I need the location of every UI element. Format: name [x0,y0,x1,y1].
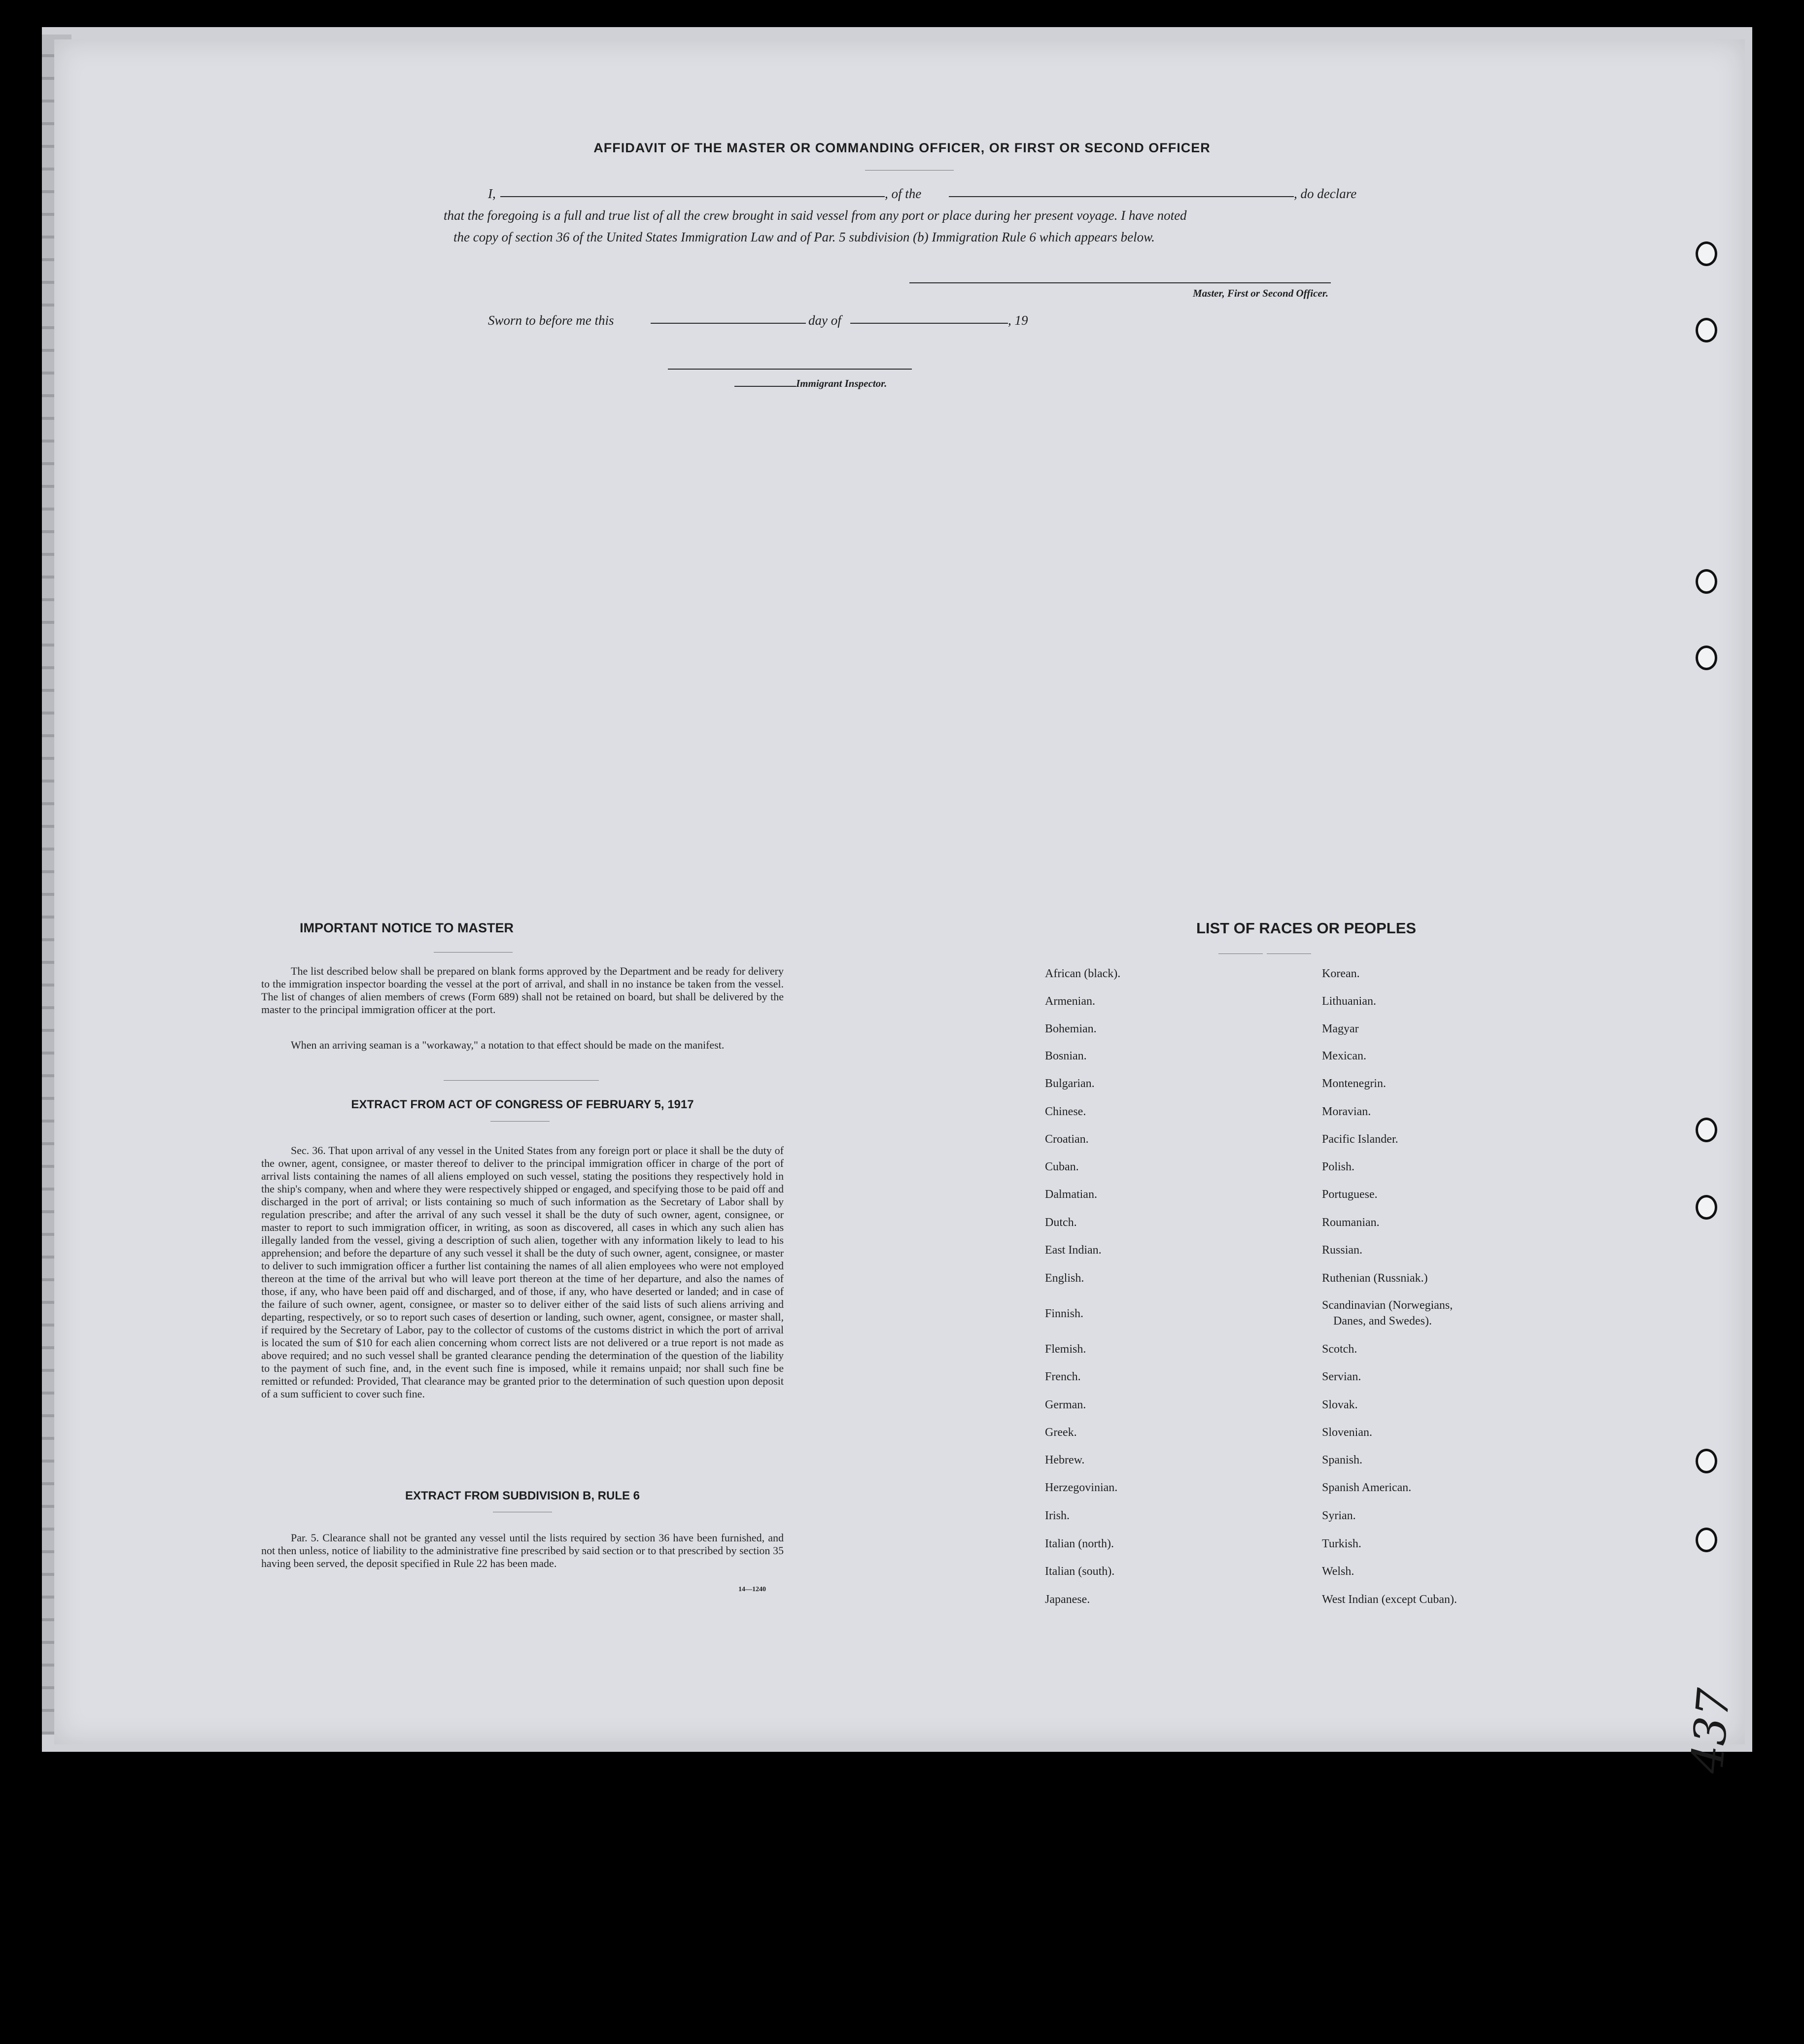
notice-paragraph-2: When an arriving seaman is a "workaway," a notation to that effect should be made on the manifest. [291,1039,725,1051]
vessel-blank[interactable] [949,196,1294,197]
race-item: Cuban. [1045,1160,1079,1173]
race-item: Spanish American. [1322,1481,1412,1494]
race-item: Slovenian. [1322,1426,1372,1439]
race-item: Montenegrin. [1322,1077,1386,1090]
form-code: 14—1240 [738,1586,766,1593]
race-item: Lithuanian. [1322,995,1376,1008]
race-item: Roumanian. [1322,1216,1380,1229]
affidavit-line-2: that the foregoing is a full and true list of all the crew brought in said vessel from any port or place during her present voyage. I have noted [444,208,1187,223]
race-item: Flemish. [1045,1343,1086,1356]
extract-rule-title: EXTRACT FROM SUBDIVISION B, RULE 6 [405,1489,640,1502]
race-item: Greek. [1045,1426,1077,1439]
race-item: Finnish. [1045,1307,1084,1320]
sworn-date-blank[interactable] [651,323,806,324]
race-item: French. [1045,1370,1081,1383]
race-item: Moravian. [1322,1105,1371,1118]
race-item: Armenian. [1045,995,1095,1008]
race-item: Scandinavian (Norwegians, [1322,1299,1453,1312]
race-item: Ruthenian (Russniak.) [1322,1272,1428,1285]
race-item: Welsh. [1322,1565,1354,1578]
race-item: East Indian. [1045,1244,1102,1257]
race-item: Slovak. [1322,1398,1358,1411]
punch-hole-icon [1696,318,1717,342]
affidavit-of-the-label: , of the [885,186,922,201]
punch-hole-icon [1696,569,1717,594]
race-item: Korean. [1322,967,1360,980]
race-item: Dalmatian. [1045,1188,1097,1201]
race-item: Pacific Islander. [1322,1133,1398,1146]
race-item: Bosnian. [1045,1050,1087,1062]
race-item: Japanese. [1045,1593,1090,1606]
race-item: Portuguese. [1322,1188,1378,1201]
race-item: West Indian (except Cuban). [1322,1593,1457,1606]
race-item: Croatian. [1045,1133,1089,1146]
extract-act-title: EXTRACT FROM ACT OF CONGRESS OF FEBRUARY 5, 1917 [351,1098,694,1111]
race-item: Irish. [1045,1509,1070,1522]
signature-blank[interactable] [909,282,1331,283]
race-item: Servian. [1322,1370,1361,1383]
month-blank[interactable] [850,323,1008,324]
race-item: Magyar [1322,1022,1359,1035]
extract-act-body: Sec. 36. That upon arrival of any vessel in the United States from any foreign port or place it shall be the duty of the owner, agent, consignee, or master thereof to deliver to the principal immigration officer in charge of the port of arrival lists containing the names of all aliens employed on such vessel, stating the positions they respectively hold in the ship's company, when and where they were respectively shipped or engaged, and specifying those to be paid off and discharged in the port of arrival; or lists containing so much of such information as the Secretary of Labor shall by regulation prescribe; and after the arrival of any such vessel it shall be the duty of such owner, agent, consignee, or master to report to such immigration officer, in writing, as soon as discovered, all cases in which any such alien has illegally landed from the vessel, giving a description of such alien, together with any information likely to lead to his apprehension; and before the departure of any such vessel it shall be the duty of such owner, agent, consignee, or master to deliver to such immigration officer a further list containing the names of all alien employees who were not employed thereon at the time of the arrival but who will leave port thereon at the time of her departure, and also the names of those, if any, who have been paid off and discharged, and of those, if any, who have deserted or landed; and in case of the failure of such owner, agent, consignee, or master so to deliver either of the said lists of such aliens arriving and departing, respectively, or so to report such cases of desertion or landing, such owner, agent, consignee, or master shall, if required by the Secretary of Labor, pay to the collector of customs of the customs district in which the port of arrival is located the sum of $10 for each alien concerning whom correct lists are not delivered or a true report is not made as above required; and no such vessel shall be granted clearance pending the determination of the question of the liability to the payment of such fine, and, in the event such fine is imposed, while it remains unpaid; nor shall such fine be remitted or refunded: Provided, That clearance may be granted prior to the determination of such question upon deposit of a sum sufficient to cover such fine. [261,1144,784,1400]
notice-title: IMPORTANT NOTICE TO MASTER [300,920,514,935]
affidavit-title: AFFIDAVIT OF THE MASTER OR COMMANDING OFFICER, OR FIRST OR SECOND OFFICER [593,140,1211,155]
sworn-label: Sworn to before me this [488,313,614,328]
punch-hole-icon [1696,1118,1717,1142]
extract-rule-body: Par. 5. Clearance shall not be granted any vessel until the lists required by section 36 have been furnished, and not then unless, notice of liability to the administrative fine prescribed by said section or to that prescribed by section 35 having been served, the deposit specified in Rule 22 has been made. [261,1532,784,1569]
race-item: Mexican. [1322,1050,1366,1062]
race-item: Turkish. [1322,1537,1361,1550]
year-label: , 19 [1008,313,1028,328]
race-item: Hebrew. [1045,1454,1085,1466]
races-title: LIST OF RACES OR PEOPLES [1196,920,1417,937]
race-item: Russian. [1322,1244,1363,1257]
signature-label: Master, First or Second Officer. [1193,287,1328,299]
inspector-signature-blank[interactable] [668,369,912,370]
race-item: Italian (south). [1045,1565,1115,1578]
extract-act-divider [490,1121,550,1122]
punch-hole-icon [1696,241,1717,266]
punch-hole-icon [1696,1449,1717,1473]
punch-hole-icon [1696,1195,1717,1220]
race-item: Danes, and Swedes). [1333,1315,1432,1328]
inspector-label: Immigrant Inspector. [796,377,887,389]
race-item: Scotch. [1322,1343,1357,1356]
race-item: Italian (north). [1045,1537,1114,1550]
affidavit-declare-label: , do declare [1294,186,1357,201]
race-item: Polish. [1322,1160,1355,1173]
race-item: Bohemian. [1045,1022,1097,1035]
race-item: Spanish. [1322,1454,1363,1466]
affidavit-line-3: the copy of section 36 of the United States Immigration Law and of Par. 5 subdivision (b) Immigration Rule 6 which appears below. [453,230,1155,244]
race-item: German. [1045,1398,1086,1411]
race-item: Herzegovinian. [1045,1481,1118,1494]
affidavit-i-label: I, [488,186,496,201]
inspector-short-blank [734,386,796,387]
notice-divider [434,952,513,953]
day-of-label: day of [808,313,841,328]
handwritten-page-number: 437 [1681,1686,1740,1775]
name-blank[interactable] [500,196,885,197]
race-item: English. [1045,1272,1084,1285]
punch-hole-icon [1696,646,1717,670]
race-item: Chinese. [1045,1105,1086,1118]
manifest-page [54,39,1745,1744]
race-item: African (black). [1045,967,1121,980]
race-item: Syrian. [1322,1509,1356,1522]
notice-paragraph-1: The list described below shall be prepared on blank forms approved by the Department and be ready for delivery to the immigration inspector boarding the vessel at the port of arrival, and shall in no instance be taken from the vessel. The list of changes of alien members of crews (Form 689) shall not be retained on board, but shall be delivered by the master to the principal immigration officer at the port. [261,965,784,1016]
race-item: Dutch. [1045,1216,1077,1229]
punch-hole-icon [1696,1528,1717,1552]
race-item: Bulgarian. [1045,1077,1095,1090]
section-divider [444,1080,599,1081]
